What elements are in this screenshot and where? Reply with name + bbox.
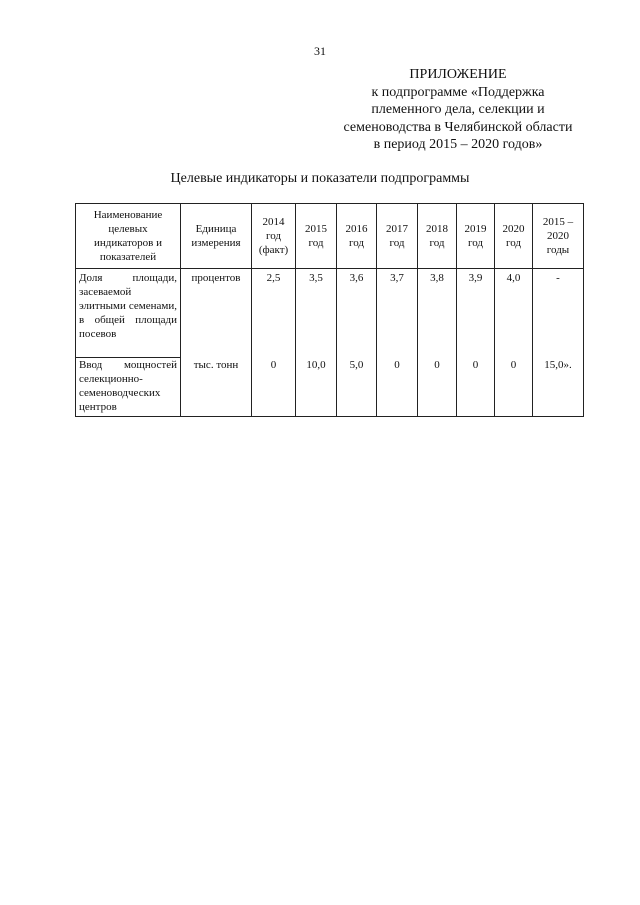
value-2015: 10,0: [296, 358, 337, 417]
indicator-name: Доля площади, засеваемой элитными семенами, в общей площади посевов: [76, 269, 181, 358]
header-year-2015: 2015 год: [296, 204, 337, 269]
appendix-line: ПРИЛОЖЕНИЕ: [409, 67, 507, 82]
value-2020: 0: [495, 358, 533, 417]
value-2019: 0: [457, 358, 495, 417]
indicator-unit: тыс. тонн: [181, 358, 252, 417]
value-total: 15,0».: [533, 358, 584, 417]
appendix-block: [318, 66, 598, 154]
header-year-2019: 2019 год: [457, 204, 495, 269]
header-year-2016: 2016 год: [337, 204, 377, 269]
header-year-2018: 2018 год: [418, 204, 457, 269]
header-total-2015-2020: 2015 – 2020 годы: [533, 204, 584, 269]
value-2017: 0: [377, 358, 418, 417]
indicator-name: Ввод мощностей селекционно-семеноводческих центров: [76, 358, 181, 417]
header-indicator-name: Наименование целевых индикаторов и показателей: [76, 204, 181, 269]
indicators-table: [75, 203, 584, 417]
value-2018: 3,8: [418, 269, 457, 358]
appendix-line: к подпрограмме «Поддержка: [371, 84, 545, 100]
document-title: Целевые индикаторы и показатели подпрограммы: [170, 171, 470, 186]
value-2015: 3,5: [296, 269, 337, 358]
value-2016: 3,6: [337, 269, 377, 358]
table-row: [76, 269, 584, 358]
header-year-2017: 2017 год: [377, 204, 418, 269]
page-number: 31: [314, 44, 326, 58]
value-2014: 2,5: [252, 269, 296, 358]
header-unit: Единица измерения: [181, 204, 252, 269]
value-2020: 4,0: [495, 269, 533, 358]
indicator-unit: процентов: [181, 269, 252, 358]
appendix-line: в период 2015 – 2020 годов»: [373, 137, 543, 152]
value-2014: 0: [252, 358, 296, 417]
value-2017: 3,7: [377, 269, 418, 358]
value-2016: 5,0: [337, 358, 377, 417]
header-year-2014: 2014 год (факт): [252, 204, 296, 269]
header-year-2020: 2020 год: [495, 204, 533, 269]
table-header-row: [76, 204, 584, 269]
value-total: -: [533, 269, 584, 358]
value-2019: 3,9: [457, 269, 495, 358]
appendix-line: племенного дела, селекции и: [371, 102, 545, 117]
table-row: [76, 358, 584, 417]
appendix-line: семеноводства в Челябинской области: [343, 119, 573, 135]
value-2018: 0: [418, 358, 457, 417]
